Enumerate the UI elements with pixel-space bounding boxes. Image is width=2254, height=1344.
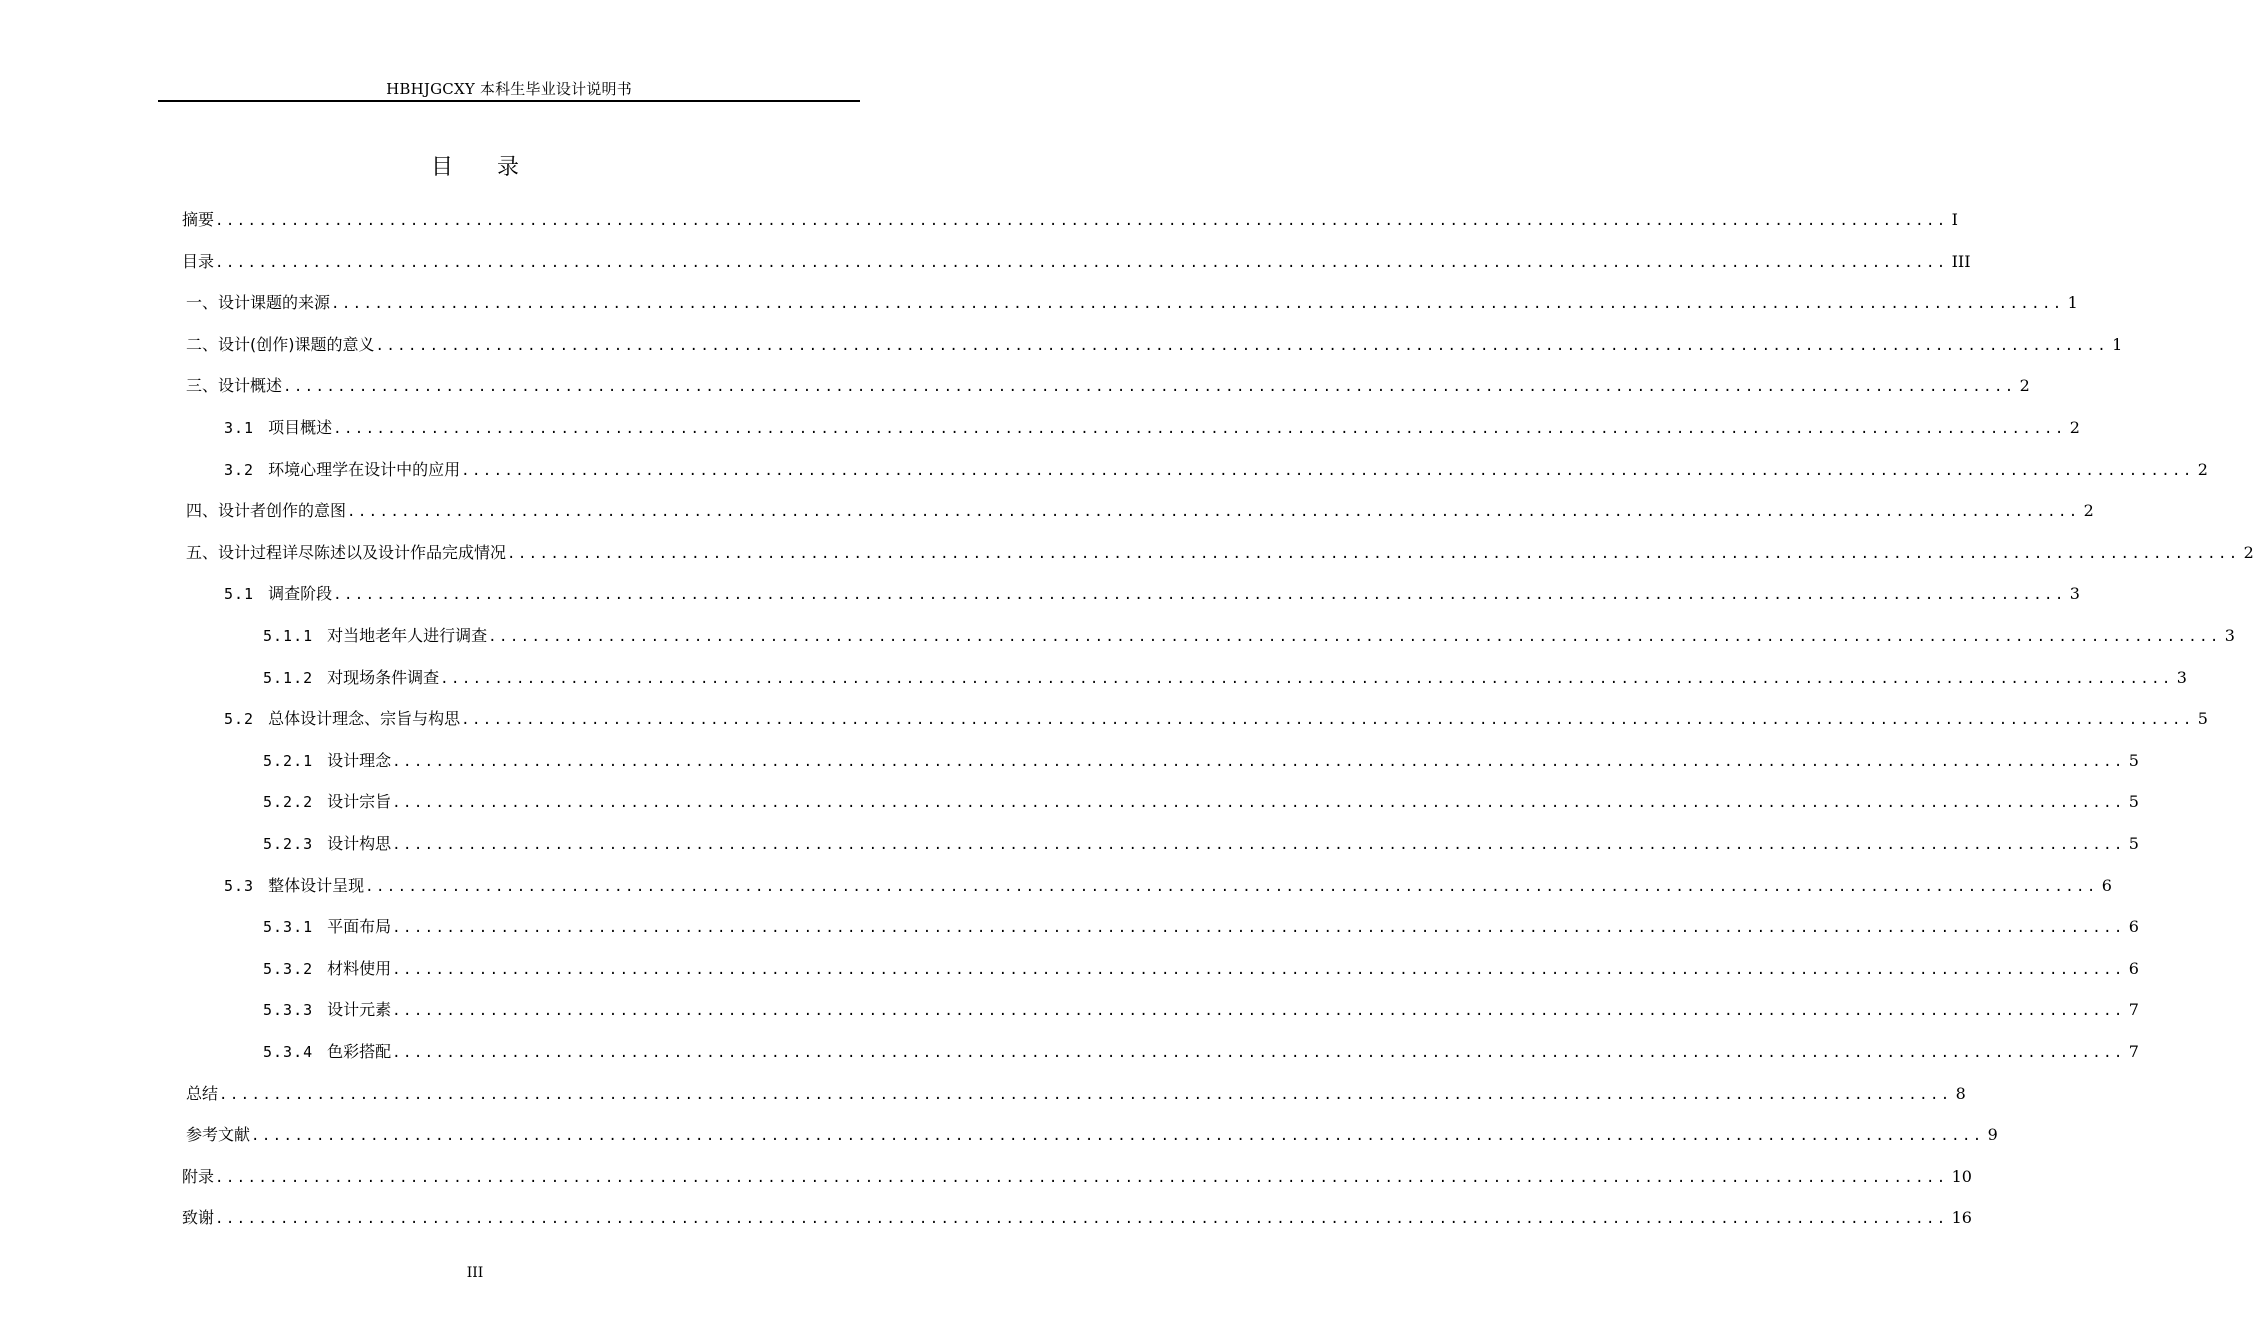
toc-entry-number: 5.3 <box>224 877 255 895</box>
toc-entry-title: 色彩搭配 <box>327 1042 392 1061</box>
toc-title <box>0 150 950 181</box>
toc-entry-page: 3 <box>2224 626 2235 645</box>
toc-entry[interactable] <box>186 332 2123 358</box>
toc-entry-page: 6 <box>2128 917 2139 936</box>
toc-entry[interactable] <box>186 373 2030 399</box>
toc-entry-number: 5.2.2 <box>263 793 314 811</box>
toc-entry-page: 1 <box>2067 293 2078 312</box>
toc-dot-leader: ................................................................................................................................................................ <box>392 754 2125 770</box>
toc-entry-title: 设计宗旨 <box>327 792 392 811</box>
toc-entry-number: 5.2.1 <box>263 752 314 770</box>
toc-dot-leader: ................................................................................................................................................................ <box>215 213 1948 229</box>
toc-entry[interactable] <box>182 1164 1972 1190</box>
toc-entry-page: 9 <box>1987 1125 1998 1144</box>
toc-dot-leader: ................................................................................................................................................................ <box>392 1003 2125 1019</box>
toc-entry[interactable] <box>263 623 2235 649</box>
toc-dot-leader: ................................................................................................................................................................ <box>219 1087 1952 1103</box>
toc-dot-leader: ................................................................................................................................................................ <box>333 587 2066 603</box>
toc-entry-page: 5 <box>2197 709 2208 728</box>
toc-entry-title: 总结 <box>186 1084 219 1103</box>
toc-dot-leader: ................................................................................................................................................................ <box>331 296 2064 312</box>
toc-dot-leader: ................................................................................................................................................................ <box>283 379 2016 395</box>
toc-entry-page: III <box>1951 252 1971 271</box>
toc-dot-leader: ................................................................................................................................................................ <box>392 920 2125 936</box>
toc-entry[interactable] <box>263 789 2139 815</box>
toc-dot-leader: ................................................................................................................................................................ <box>215 1170 1948 1186</box>
toc-entry-page: 2 <box>2243 543 2254 562</box>
toc-entry-title: 平面布局 <box>327 917 392 936</box>
toc-entry[interactable] <box>224 581 2080 607</box>
toc-entry[interactable] <box>182 249 1971 275</box>
toc-entry-page: 5 <box>2128 834 2139 853</box>
toc-entry-title: 附录 <box>182 1167 215 1186</box>
toc-title-char-1: 目 <box>430 155 453 180</box>
toc-entry-page: 7 <box>2128 1042 2139 1061</box>
toc-entry-title: 五、设计过程详尽陈述以及设计作品完成情况 <box>186 543 507 562</box>
toc-entry-title: 材料使用 <box>327 959 392 978</box>
toc-entry-title: 二、设计(创作)课题的意义 <box>186 335 375 354</box>
toc-entry-page: 8 <box>1955 1084 1966 1103</box>
toc-entry[interactable] <box>224 415 2080 441</box>
toc-entry-number: 5.3.3 <box>263 1001 314 1019</box>
toc-entry-page: I <box>1951 210 1958 229</box>
toc-dot-leader: ................................................................................................................................................................ <box>365 879 2098 895</box>
toc-entry[interactable] <box>263 665 2187 691</box>
toc-entry-page: 16 <box>1951 1208 1972 1227</box>
page-number: III <box>466 1265 484 1281</box>
toc-dot-leader: ................................................................................................................................................................ <box>488 629 2221 645</box>
toc-entry-number: 5.2.3 <box>263 835 314 853</box>
toc-entry-number: 3.2 <box>224 461 255 479</box>
toc-dot-leader: ................................................................................................................................................................ <box>347 504 2080 520</box>
toc-dot-leader: ................................................................................................................................................................ <box>392 837 2125 853</box>
toc-entry-number: 3.1 <box>224 419 255 437</box>
toc-entry-title: 四、设计者创作的意图 <box>186 501 347 520</box>
running-header: HBHJGCXY 本科生毕业设计说明书 <box>386 80 632 98</box>
toc-entry[interactable] <box>263 997 2139 1023</box>
toc-entry-page: 2 <box>2019 376 2030 395</box>
toc-entry[interactable] <box>263 831 2139 857</box>
toc-dot-leader: ................................................................................................................................................................ <box>392 962 2125 978</box>
toc-entry-title: 三、设计概述 <box>186 376 283 395</box>
toc-dot-leader: ................................................................................................................................................................ <box>392 795 2125 811</box>
toc-entry-title: 设计构思 <box>327 834 392 853</box>
toc-entry[interactable] <box>186 498 2094 524</box>
toc-entry[interactable] <box>182 207 1958 233</box>
toc-entry[interactable] <box>263 1039 2139 1065</box>
toc-entry[interactable] <box>263 956 2139 982</box>
toc-entry-title: 致谢 <box>182 1208 215 1227</box>
toc-entry-title: 整体设计呈现 <box>268 876 365 895</box>
toc-entry-number: 5.3.2 <box>263 960 314 978</box>
toc-entry-title: 设计理念 <box>327 751 392 770</box>
toc-dot-leader: ................................................................................................................................................................ <box>215 1211 1948 1227</box>
toc-entry-number: 5.3.4 <box>263 1043 314 1061</box>
toc-dot-leader: ................................................................................................................................................................ <box>440 671 2173 687</box>
toc-dot-leader: ................................................................................................................................................................ <box>251 1128 1984 1144</box>
toc-dot-leader: ................................................................................................................................................................ <box>215 255 1948 271</box>
toc-entry[interactable] <box>263 914 2139 940</box>
toc-entry-title: 设计元素 <box>327 1000 392 1019</box>
toc-entry-page: 6 <box>2128 959 2139 978</box>
toc-entry-page: 2 <box>2197 460 2208 479</box>
toc-entry[interactable] <box>186 540 2254 566</box>
toc-entry-number: 5.3.1 <box>263 918 314 936</box>
toc-entry-page: 5 <box>2128 751 2139 770</box>
toc-entry-number: 5.2 <box>224 710 255 728</box>
toc-entry-number: 5.1 <box>224 585 255 603</box>
toc-entry-page: 3 <box>2069 584 2080 603</box>
toc-entry-title: 对现场条件调查 <box>327 668 440 687</box>
toc-entry-page: 3 <box>2176 668 2187 687</box>
toc-entry[interactable] <box>224 457 2208 483</box>
toc-entry[interactable] <box>224 873 2112 899</box>
toc-entry[interactable] <box>186 1081 1966 1107</box>
toc-entry-page: 7 <box>2128 1000 2139 1019</box>
toc-entry-page: 6 <box>2101 876 2112 895</box>
toc-entry-title: 环境心理学在设计中的应用 <box>268 460 461 479</box>
toc-entry-title: 参考文献 <box>186 1125 251 1144</box>
toc-entry-title: 项目概述 <box>268 418 333 437</box>
toc-dot-leader: ................................................................................................................................................................ <box>375 338 2109 354</box>
toc-entry-page: 10 <box>1951 1167 1972 1186</box>
toc-dot-leader: ................................................................................................................................................................ <box>392 1045 2125 1061</box>
toc-entry[interactable] <box>263 748 2139 774</box>
toc-dot-leader: ................................................................................................................................................................ <box>461 463 2194 479</box>
toc-entry-page: 5 <box>2128 792 2139 811</box>
toc-entry-title: 目录 <box>182 252 215 271</box>
toc-entry-number: 5.1.2 <box>263 669 314 687</box>
header-rule <box>158 100 860 102</box>
toc-entry-title: 总体设计理念、宗旨与构思 <box>268 709 461 728</box>
toc-entry[interactable] <box>186 1122 1998 1148</box>
toc-entry-page: 2 <box>2083 501 2094 520</box>
toc-entry-page: 1 <box>2112 335 2123 354</box>
toc-entry[interactable] <box>224 706 2208 732</box>
toc-entry[interactable] <box>186 290 2078 316</box>
toc-entry-title: 调查阶段 <box>268 584 333 603</box>
toc-entry-title: 对当地老年人进行调查 <box>327 626 488 645</box>
toc-dot-leader: ................................................................................................................................................................ <box>507 546 2240 562</box>
toc-title-char-2: 录 <box>497 155 520 180</box>
toc-entry-title: 一、设计课题的来源 <box>186 293 331 312</box>
toc-dot-leader: ................................................................................................................................................................ <box>333 421 2066 437</box>
toc-entry-page: 2 <box>2069 418 2080 437</box>
toc-entry-title: 摘要 <box>182 210 215 229</box>
toc-entry-number: 5.1.1 <box>263 627 314 645</box>
toc-entry[interactable] <box>182 1205 1972 1231</box>
toc-dot-leader: ................................................................................................................................................................ <box>461 712 2194 728</box>
